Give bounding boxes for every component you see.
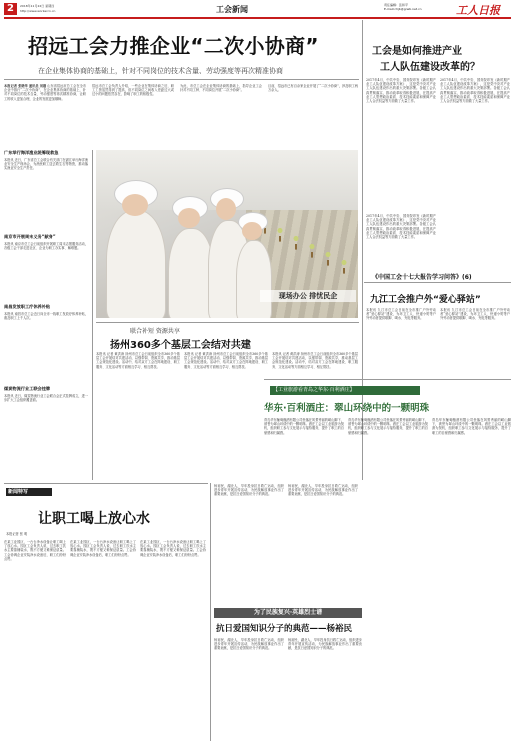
side-item-2: [4, 234, 88, 298]
side-item-text: 本报讯 南京市总工会日前组织开展职工周末志愿服务活动，各级工会干部走进社区、企业为职工办实事、解难题。: [4, 242, 88, 251]
lead-col-1: [4, 84, 86, 146]
hero-headline: 抗日爱国知识分子的典范——杨裕民: [216, 624, 353, 634]
feature-tag: [6, 488, 52, 496]
feature-headline: 让职工喝上放心水: [38, 511, 150, 527]
lead-photo: [96, 150, 358, 318]
side-item-title: 南昌发放职工疗休养补贴: [4, 304, 51, 309]
feature-top-rule: [4, 483, 208, 484]
lead-subhead: 在企业集体协商的基础上，针对不同岗位的技术含量、劳动强度等再次精准协商: [38, 67, 283, 75]
yangzhou-headline: 扬州360多个基层工会结对共建: [110, 340, 251, 351]
hero-upper-col-2: 杨裕民，湖北人，早年投身抗日救亡运动，组织进步青年开展宣传活动，为民族解放事业作出了重要贡献，是抗日爱国知识分子的典范。: [288, 484, 358, 497]
feature-col-3: 在某工业园区，一台台净水设备让职工喝上了放心水。园区工会负责人说，过去职工饮水主要靠桶装水，既不方便又难保证质量。工会协调企业安装净水设备后，职工们纷纷点赞。: [140, 540, 206, 557]
lead-col-2: 招远市总工会负责人介绍，一些企业在集体协商之后，职工工资虽然得到了提高，但不同岗位之间收入差距过大或过小的问题依然存在，影响了职工的积极性。: [92, 84, 174, 97]
cross-col-2: 青岛华东葡萄酿酒有限公司坐落在风景秀丽的崂山脚下，被誉为翠山环绕中的一颗明珠。酒庄工会以工业旅游为契机，组织职工参与文化展示与接待服务，提升了职工的自豪感和归属感。: [348, 418, 428, 435]
qa-series-label: 《中国工会十七大报告学习问答》(6): [372, 274, 472, 281]
lead-col-4: 目前，招远市已有百余家企业开展了“二次小协商”，涉及职工两万余人。: [268, 84, 358, 93]
lead-text-1: 山东省招远市总工会在全市企业中推行“二次小协商”，在企业集体协商的基础上，针对不同岗位的技术含量、劳动强度等再次精准协商，让职工的收入更加合理，企业的发展更加顺畅。: [4, 84, 86, 101]
editor-line: 责任编辑：张和平: [384, 3, 409, 7]
date-line: 2018年11月22日 星期四: [20, 4, 55, 8]
section-name: 工会新闻: [216, 5, 248, 14]
lead-subhead-rule: [4, 79, 359, 80]
yangzhou-col-1: 本报讯 记者 黄洪涛 扬州市总工会日前组织全市360多个基层工会开展结对共建活动，以强带弱、资源共享，推动基层工会规范化建设。活动中，结对双方工会在阵地建设、职工服务、文化活动等方面相互学习、相互帮扶。: [96, 352, 180, 369]
lead-col-3: 为此，市总工会在企业集体协商的基础上，指导企业工会针对不同工种、不同岗位开展“二次小协商”。: [180, 84, 262, 93]
side-rule: [92, 150, 93, 480]
hero-col-2: 杨裕民，湖北人，早年投身抗日救亡运动，组织进步青年开展宣传活动，为民族解放事业作出了重要贡献，是抗日爱国知识分子的典范。: [288, 638, 362, 651]
yangzhou-top-rule: [96, 322, 359, 323]
jiujiang-col-1: 本报讯 九江市总工会日前在全市推广户外劳动者“爱心驿站”建设，为环卫工人、快递小哥等户外劳动者提供歇脚、喝水、充电等服务。: [366, 308, 436, 321]
side-item-4: [4, 386, 88, 478]
cross-headline: 华东·百利酒庄：翠山环绕中的一颗明珠: [264, 403, 430, 414]
qa-col-2: 2017年4月，中共中央、国务院印发《新时期产业工人队伍建设改革方案》，这是党中央对产业工人队伍建设作出的重大决策部署。各级工会认真贯彻落实，推动改革取得积极进展，在提高产业工人思想政治素质、技术技能素质和保障产业工人合法权益等方面做了大量工作。: [440, 78, 510, 104]
side-item-text: 本报讯 南昌市总工会近日向全市一线职工发放疗休养补贴，惠及职工上千人次。: [4, 312, 88, 321]
lead-byline: 本报记者 张晓华 通讯员 刘刚: [4, 84, 47, 88]
qa-col-1: 2017年4月，中共中央、国务院印发《新时期产业工人队伍建设改革方案》，这是党中央对产业工人队伍建设作出的重大决策部署。各级工会认真贯彻落实，推动改革取得积极进展，在提高产业工人思想政治素质、技术技能素质和保障产业工人合法权益等方面做了大量工作。: [366, 78, 436, 104]
lead-headline: 招远工会力推企业“二次小协商”: [28, 34, 319, 58]
site-url: http://www.workercn.cn: [20, 9, 56, 13]
side-item-text: 本报讯 近日，广东省总工会联合有关部门在湛江举行海洋渔业安全生产现场会，为渔民职工送去救生衣等物资，推动落实渔业安全生产责任。: [4, 158, 88, 171]
qa-headline-line2: 工人队伍建设改革的？: [380, 62, 480, 73]
feature-col-2: 在某工业园区，一台台净水设备让职工喝上了放心水。园区工会负责人说，过去职工饮水主要靠桶装水，既不方便又难保证质量。工会协调企业安装净水设备后，职工们纷纷点赞。: [70, 540, 136, 557]
side-item-title: 南京市开展周末义务“献身”: [4, 234, 56, 239]
side-item-text: 本报讯 近日，煤炭物流行业工会联合会正式挂牌成立，进一步扩大工会组织覆盖面。: [4, 394, 88, 403]
feature-tag-label: 新闻特写: [8, 489, 29, 495]
hero-col-1: 杨裕民，湖北人，早年投身抗日救亡运动，组织进步青年开展宣传活动，为民族解放事业作出了重要贡献，是抗日爱国知识分子的典范。: [214, 638, 284, 651]
cross-kicker-bar: [270, 386, 420, 395]
side-item-1: [4, 150, 88, 230]
hero-left-rule: [210, 483, 211, 741]
qa-bottom-rule: [364, 282, 511, 283]
paper-name: 工人日报: [456, 4, 500, 17]
jiujiang-headline: 九江工会推户外“爱心驿站”: [370, 295, 481, 305]
yangzhou-col-2: 本报讯 记者 黄洪涛 扬州市总工会日前组织全市360多个基层工会开展结对共建活动，以强带弱、资源共享，推动基层工会规范化建设。活动中，结对双方工会在阵地建设、职工服务、文化活动等方面相互学习、相互帮扶。: [184, 352, 268, 369]
hero-kicker: 为了民族复兴·英雄烈士谱: [253, 609, 323, 616]
page-number-badge: [4, 3, 17, 15]
masthead-rule: [4, 17, 511, 19]
yangzhou-col-3: 本报讯 记者 黄洪涛 扬州市总工会日前组织全市360多个基层工会开展结对共建活动，以强带弱、资源共享，推动基层工会规范化建设。活动中，结对双方工会在阵地建设、职工服务、文化活动等方面相互学习、相互帮扶。: [272, 352, 358, 369]
side-item-title: 广东举行海洋渔业统筹现救急: [4, 150, 59, 155]
side-item-3: [4, 304, 88, 380]
cross-kicker: 【工业旅游看青岛之华东·百利酒庄】: [273, 387, 355, 393]
cross-col-1: 青岛华东葡萄酿酒有限公司坐落在风景秀丽的崂山脚下，被誉为翠山环绕中的一颗明珠。酒庄工会以工业旅游为契机，组织职工参与文化展示与接待服务，提升了职工的自豪感和归属感。: [264, 418, 344, 435]
cross-top-rule: [264, 379, 511, 380]
page-number: 2: [7, 3, 14, 14]
cross-col-3: 青岛华东葡萄酿酒有限公司坐落在风景秀丽的崂山脚下，被誉为翠山环绕中的一颗明珠。酒庄工会以工业旅游为契机，组织职工参与文化展示与接待服务，提升了职工的自豪感和归属感。: [432, 418, 511, 435]
jiujiang-col-2: 本报讯 九江市总工会日前在全市推广户外劳动者“爱心驿站”建设，为环卫工人、快递小哥等户外劳动者提供歇脚、喝水、充电等服务。: [440, 308, 510, 321]
editor-email: E-mail:chjb@grwb.net.cn: [384, 7, 422, 11]
yangzhou-kicker: 联合补短 资源共享: [130, 328, 180, 335]
hero-upper-col-1: 杨裕民，湖北人，早年投身抗日救亡运动，组织进步青年开展宣传活动，为民族解放事业作出了重要贡献，是抗日爱国知识分子的典范。: [214, 484, 284, 497]
side-item-title: 煤炭物流行业工联会挂牌: [4, 386, 51, 391]
feature-byline: 本报记者 张 明: [6, 532, 28, 536]
qa-headline-line1: 工会是如何推进产业: [372, 46, 462, 57]
feature-col-1: 在某工业园区，一台台净水设备让职工喝上了放心水。园区工会负责人说，过去职工饮水主要靠桶装水，既不方便又难保证质量。工会协调企业安装净水设备后，职工们纷纷点赞。: [4, 540, 66, 561]
qa-lower-col-1: 2017年4月，中共中央、国务院印发《新时期产业工人队伍建设改革方案》，这是党中央对产业工人队伍建设作出的重大决策部署。各级工会认真贯彻落实，推动改革取得积极进展，在提高产业工人思想政治素质、技术技能素质和保障产业工人合法权益等方面做了大量工作。: [366, 214, 436, 240]
lead-photo-caption: 现场办公 排忧民企: [260, 290, 356, 302]
